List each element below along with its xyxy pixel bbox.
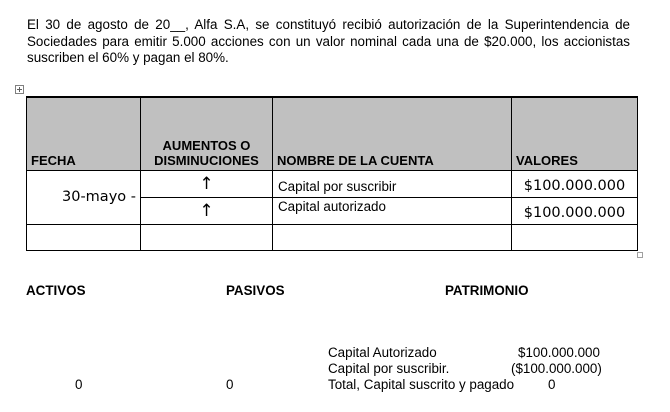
- account-name: Capital por suscribir: [273, 170, 512, 197]
- patrimonio-line-label: Capital Autorizado: [328, 345, 437, 360]
- journal-table: [26, 96, 638, 251]
- account-value: $100.000.000: [512, 170, 638, 197]
- empty-cell: [273, 224, 512, 250]
- fecha-cell: 30-mayo -: [27, 170, 141, 224]
- patrimonio-line-value: 0: [548, 377, 556, 392]
- header-aumentos-line1: AUMENTOS O: [162, 137, 251, 153]
- patrimonio-line-label: Total, Capital suscrito y pagado: [328, 377, 515, 392]
- header-aumentos: [141, 97, 273, 170]
- patrimonio-line-label: Capital por suscribir.: [328, 361, 450, 376]
- patrimonio-line-value: $100.000.000: [518, 345, 600, 360]
- header-valores: VALORES: [512, 97, 638, 170]
- up-arrow-icon: ↑: [141, 170, 273, 197]
- empty-cell: [512, 224, 638, 250]
- patrimonio-heading: PATRIMONIO: [445, 283, 529, 298]
- table-move-handle-icon[interactable]: [15, 85, 24, 94]
- table-row: [27, 170, 638, 197]
- table-resize-handle-icon[interactable]: [637, 252, 643, 258]
- activos-total: 0: [75, 377, 83, 392]
- patrimonio-line-value: ($100.000.000): [511, 361, 602, 376]
- table-row-empty: [27, 224, 638, 250]
- pasivos-total: 0: [226, 377, 234, 392]
- header-cuenta: NOMBRE DE LA CUENTA: [273, 97, 512, 170]
- empty-cell: [141, 224, 273, 250]
- journal-header-row: [27, 97, 638, 170]
- problem-statement: El 30 de agosto de 20__, Alfa S.A, se constituyó recibió autorización de la Superintendencia de Sociedades para emitir 5.000 acciones con un valor nominal cada una de $20.000, los accionistas suscriben el 60% y pagan el 80%.: [27, 17, 630, 65]
- header-fecha: FECHA: [27, 97, 141, 170]
- pasivos-heading: PASIVOS: [226, 283, 285, 298]
- account-name: Capital autorizado: [273, 197, 512, 224]
- account-value: $100.000.000: [512, 197, 638, 224]
- empty-cell: [27, 224, 141, 250]
- activos-heading: ACTIVOS: [26, 283, 86, 298]
- up-arrow-icon: ↑: [141, 197, 273, 224]
- header-aumentos-line2: DISMINUCIONES: [154, 152, 259, 168]
